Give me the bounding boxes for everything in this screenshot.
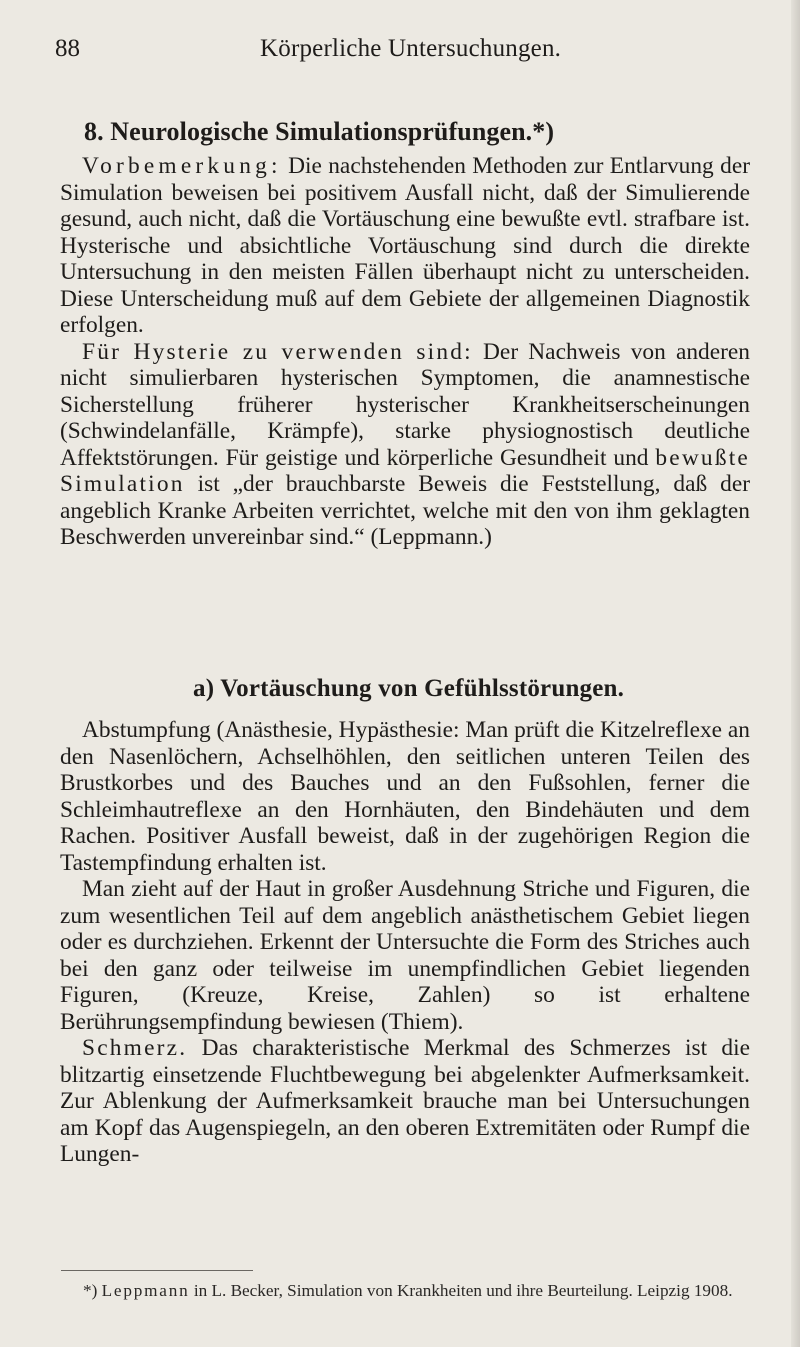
paragraph-figures: Man zieht auf der Haut in großer Ausdehnung Striche und Figuren, die zum wesentlichen Teil auf dem angeblich anästhetischem Gebiet liegen oder es durchziehen. Erkennt der Untersuchte die Form des Striches auch bei den ganz oder teilweise im unempfindlichen Gebiet liegenden Figuren, (Kreuze, Kreise, Zahlen) so ist erhaltene Berührungsempfindung bewiesen (Thiem). xyxy=(60,876,750,1035)
footnote-marker: *) xyxy=(83,1281,98,1300)
pain-body: Das charakteristische Merkmal des Schmerzes ist die blitzartig einsetzende Fluchtbewegung bei abgelenkter Aufmerksamkeit. Zur Ablenkung der Aufmerksamkeit brauche man bei Untersuchungen am Kopf das Augenspiegeln, an den oberen Extremitäten oder Rumpf die Lungen- xyxy=(60,1035,750,1167)
paragraph-hysteria xyxy=(60,339,750,551)
hysteria-body-1: Der Nachweis von anderen nicht simulierbaren hysterischen Symptomen, die anamnestische Sicherstellung früherer hysterischer Krankheitserscheinungen (Schwindelanfälle, Krämpfe), starke physiognostisch deutliche Affektstörungen. Für geistige und körperliche Gesundheit und xyxy=(60,338,750,471)
hysteria-lead: Für Hysterie zu verwenden sind: xyxy=(82,338,473,365)
hysteria-spaced-phrase: bewußte Simulation xyxy=(60,444,750,497)
subsection-title: a) Vortäuschung von Gefühlsstörungen. xyxy=(193,675,625,702)
section-title: 8. Neurologische Simulationsprüfungen.*) xyxy=(84,117,555,146)
preliminary-note-body: Die nachstehenden Methoden zur Entlarvung der Simulation beweisen bei positivem Ausfall nicht, daß der Simulierende gesund, auch nicht, daß die Vortäuschung eine bewußte evtl. strafbare ist. Hysterische und absichtliche Vortäuschung sind durch die direkte Untersuchung in den meisten Fällen überhaupt nicht zu unterscheiden. Diese Unterscheidung muß auf dem Gebiete der allgemeinen Diagnostik erfolgen. xyxy=(60,153,750,338)
paragraph-preliminary-note xyxy=(60,153,750,339)
paragraph-anesthesia: Abstumpfung (Anästhesie, Hypästhesie: Man prüft die Kitzelreflexe an den Nasenlöchern, Achselhöhlen, den seitlichen unteren Teilen des Brustkorbes und des Bauches und an den Fußsohlen, ferner die Schleimhautreflexe an den Hornhäuten, den Bindehäuten und dem Rachen. Positiver Ausfall beweist, daß in der zugehörigen Region die Tastempfindung erhalten ist. xyxy=(60,717,750,876)
preliminary-note-lead: Vorbemerkung: xyxy=(82,153,282,179)
running-title: Körperliche Untersuchungen. xyxy=(260,35,562,62)
page-edge-shadow xyxy=(791,0,800,1347)
subsection-text xyxy=(60,717,750,1168)
footnote xyxy=(61,1280,750,1302)
footnote-body: in L. Becker, Simulation von Krankheiten und ihre Beurteilung. Leipzig 1908. xyxy=(189,1281,733,1300)
page-number: 88 xyxy=(55,35,80,62)
intro-text xyxy=(60,153,750,551)
footnote-text xyxy=(61,1280,750,1302)
pain-lead: Schmerz. xyxy=(82,1035,188,1061)
running-head xyxy=(55,34,745,68)
footnote-rule xyxy=(61,1270,253,1271)
footnote-author: Leppmann xyxy=(101,1281,190,1300)
paragraph-pain xyxy=(60,1035,750,1168)
hysteria-body-2: ist „der brauchbarste Beweis die Feststellung, daß der angeblich Kranke Arbeiten verrichtet, welche mit den von ihm geklagten Beschwerden unvereinbar sind.“ (Leppmann.) xyxy=(60,471,750,550)
